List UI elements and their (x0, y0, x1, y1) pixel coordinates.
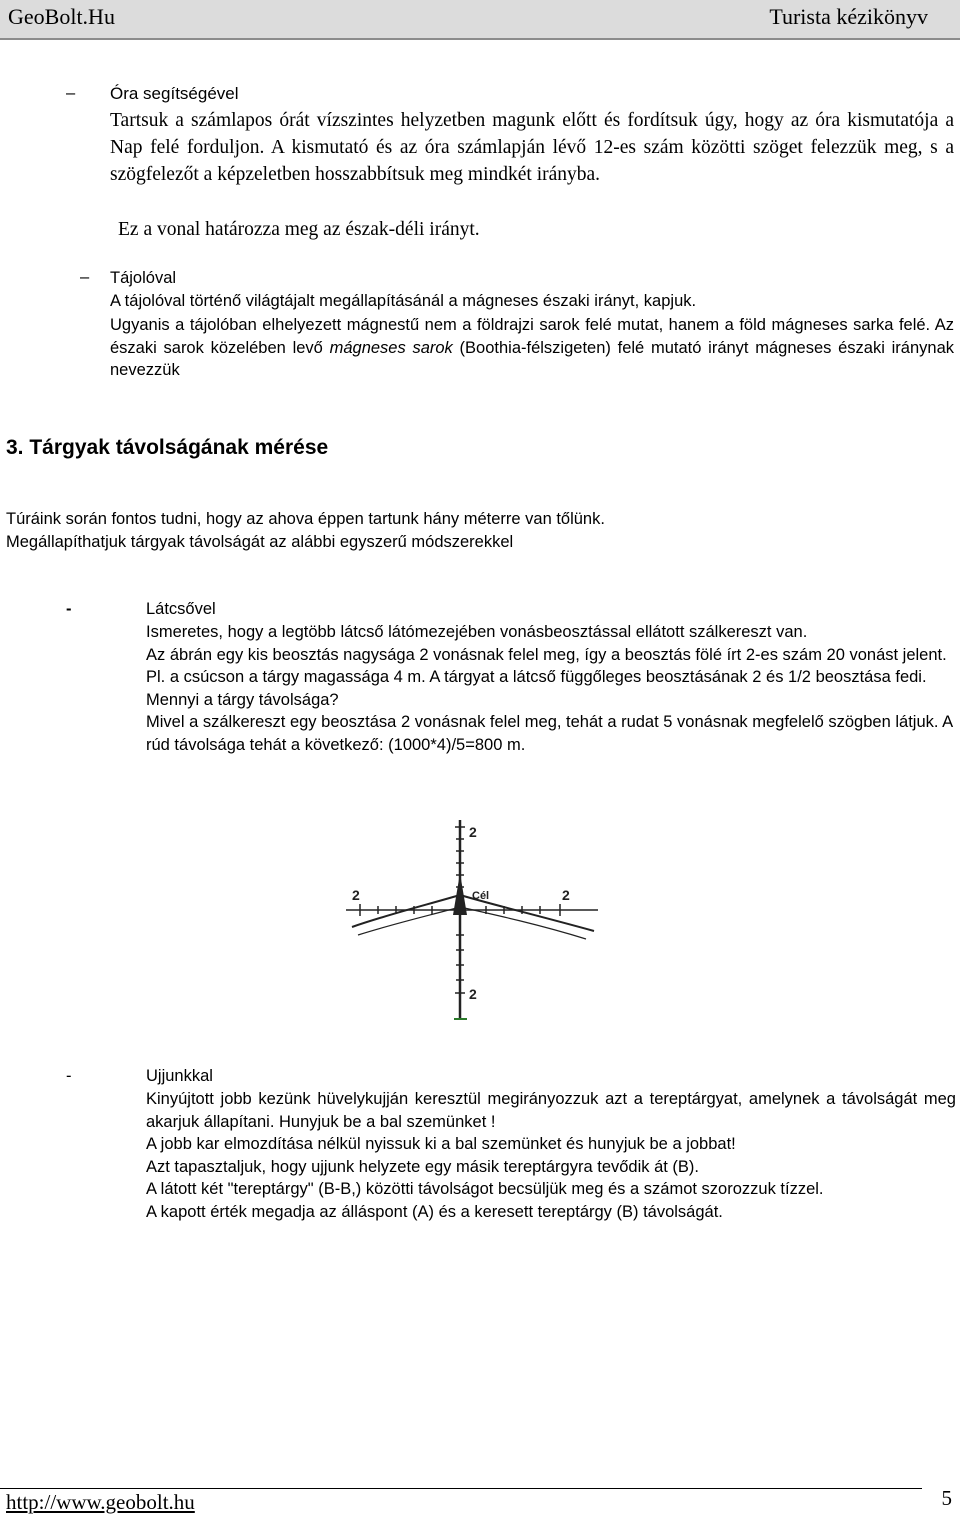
ora-conclusion: Ez a vonal határozza meg az észak-déli irányt. (118, 219, 480, 240)
target-object-mark (453, 873, 467, 915)
header-site-name: GeoBolt.Hu (8, 4, 115, 29)
latcso-line: Ismeretes, hogy a legtöbb látcső látómezejében vonásbeosztással ellátott szálkereszt van. (146, 623, 808, 641)
latcso-line: Az ábrán egy kis beosztás nagysága 2 vonásnak felel meg, így a beosztás fölé írt 2-es szám 20 vonást jelent. (146, 645, 947, 664)
reticle-figure (336, 815, 606, 1025)
ujj-line: A látott két "tereptárgy" (B-B,) közötti távolságot becsüljük meg és a számot szorozzuk tízzel. (146, 1180, 824, 1198)
magnetic-pole-term: mágneses sarok (329, 338, 453, 357)
tajolo-paragraph: Ugyanis a tájolóban elhelyezett mágnestű nem a földrajzi sarok felé mutat, hanem a föld mágneses sarka felé. Az északi sarok közelében levő mágneses sarok (Boothia-félszigeten) felé mutató irányt mágneses északi iránynak nevezzük (110, 316, 954, 379)
ora-title: Óra segítségével (110, 84, 239, 103)
ora-paragraph: Tartsuk a számlapos órát vízszintes helyzetben magunk előtt és fordítsuk úgy, hogy az óra kismutatója a Nap felé forduljon. A kismutató és az óra számlapján lévő 12-es szám közötti szöget felezzük meg, s a szögfelezőt a képzeletben hosszabbítsuk meg mindkét irányba. (110, 110, 954, 185)
target-label: Cél (472, 890, 490, 902)
ujj-line: Kinyújtott jobb kezünk hüvelykujján keresztül megirányozzuk azt a tereptárgyat, amelynek a távolságát meg akarjuk állapítani. Hunyjuk be a bal szemünket ! (146, 1090, 956, 1131)
section-intro-1: Túráink során fontos tudni, hogy az ahova éppen tartunk hány méterre van tőlünk. (6, 510, 605, 528)
latcso-title: Látcsővel (146, 600, 216, 618)
ujj-body (146, 1088, 956, 1223)
tajolo-title: Tájolóval (110, 269, 177, 287)
section-heading: 3. Tárgyak távolságának mérése (6, 436, 329, 459)
list-dash: – (66, 84, 76, 102)
reticle-label-top: 2 (469, 824, 477, 840)
page-header (0, 0, 960, 40)
footer-rule (0, 1488, 922, 1489)
terrain-shadow-line (358, 907, 586, 939)
ujj-title: Ujjunkkal (146, 1067, 213, 1085)
page-number: 5 (941, 1486, 952, 1510)
tajolo-line-1: A tájolóval történő világtájalt megállapításánál a mágneses északi irányt, kapjuk. (110, 292, 697, 310)
ujj-line: A kapott érték megadja az álláspont (A) és a keresett tereptárgy (B) távolságát. (146, 1202, 723, 1221)
ujj-line: Azt tapasztaljuk, hogy ujjunk helyzete egy másik tereptárgyra tevődik át (B). (146, 1157, 700, 1176)
reticle-label-bottom: 2 (469, 986, 477, 1002)
list-hyphen: - (66, 1067, 72, 1085)
section-intro-2: Megállapíthatjuk tárgyak távolságát az alábbi egyszerű módszerekkel (6, 533, 514, 551)
reticle-label-left: 2 (352, 887, 360, 903)
list-dash: – (80, 268, 90, 286)
list-hyphen: - (66, 600, 72, 618)
reticle-label-right: 2 (562, 887, 570, 903)
header-book-title: Turista kézikönyv (769, 4, 928, 29)
latcso-body (146, 621, 956, 756)
latcso-line: Mivel a szálkereszt egy beosztása 2 vonásnak felel meg, tehát a rudat 5 vonásnak megfelelő szögben látjuk. A rúd távolsága tehát a következő: (1000*4)/5=800 m. (146, 713, 953, 754)
ujj-line: A jobb kar elmozdítása nélkül nyissuk ki a bal szemünket és hunyjuk be a jobbat! (146, 1135, 736, 1153)
footer-website-link[interactable]: http://www.geobolt.hu (6, 1490, 195, 1514)
latcso-line: Pl. a csúcson a tárgy magassága 4 m. A tárgyat a látcső függőleges beosztásának 2 és 1/2 beosztása fedi. Mennyi a tárgy távolsága? (146, 668, 927, 709)
